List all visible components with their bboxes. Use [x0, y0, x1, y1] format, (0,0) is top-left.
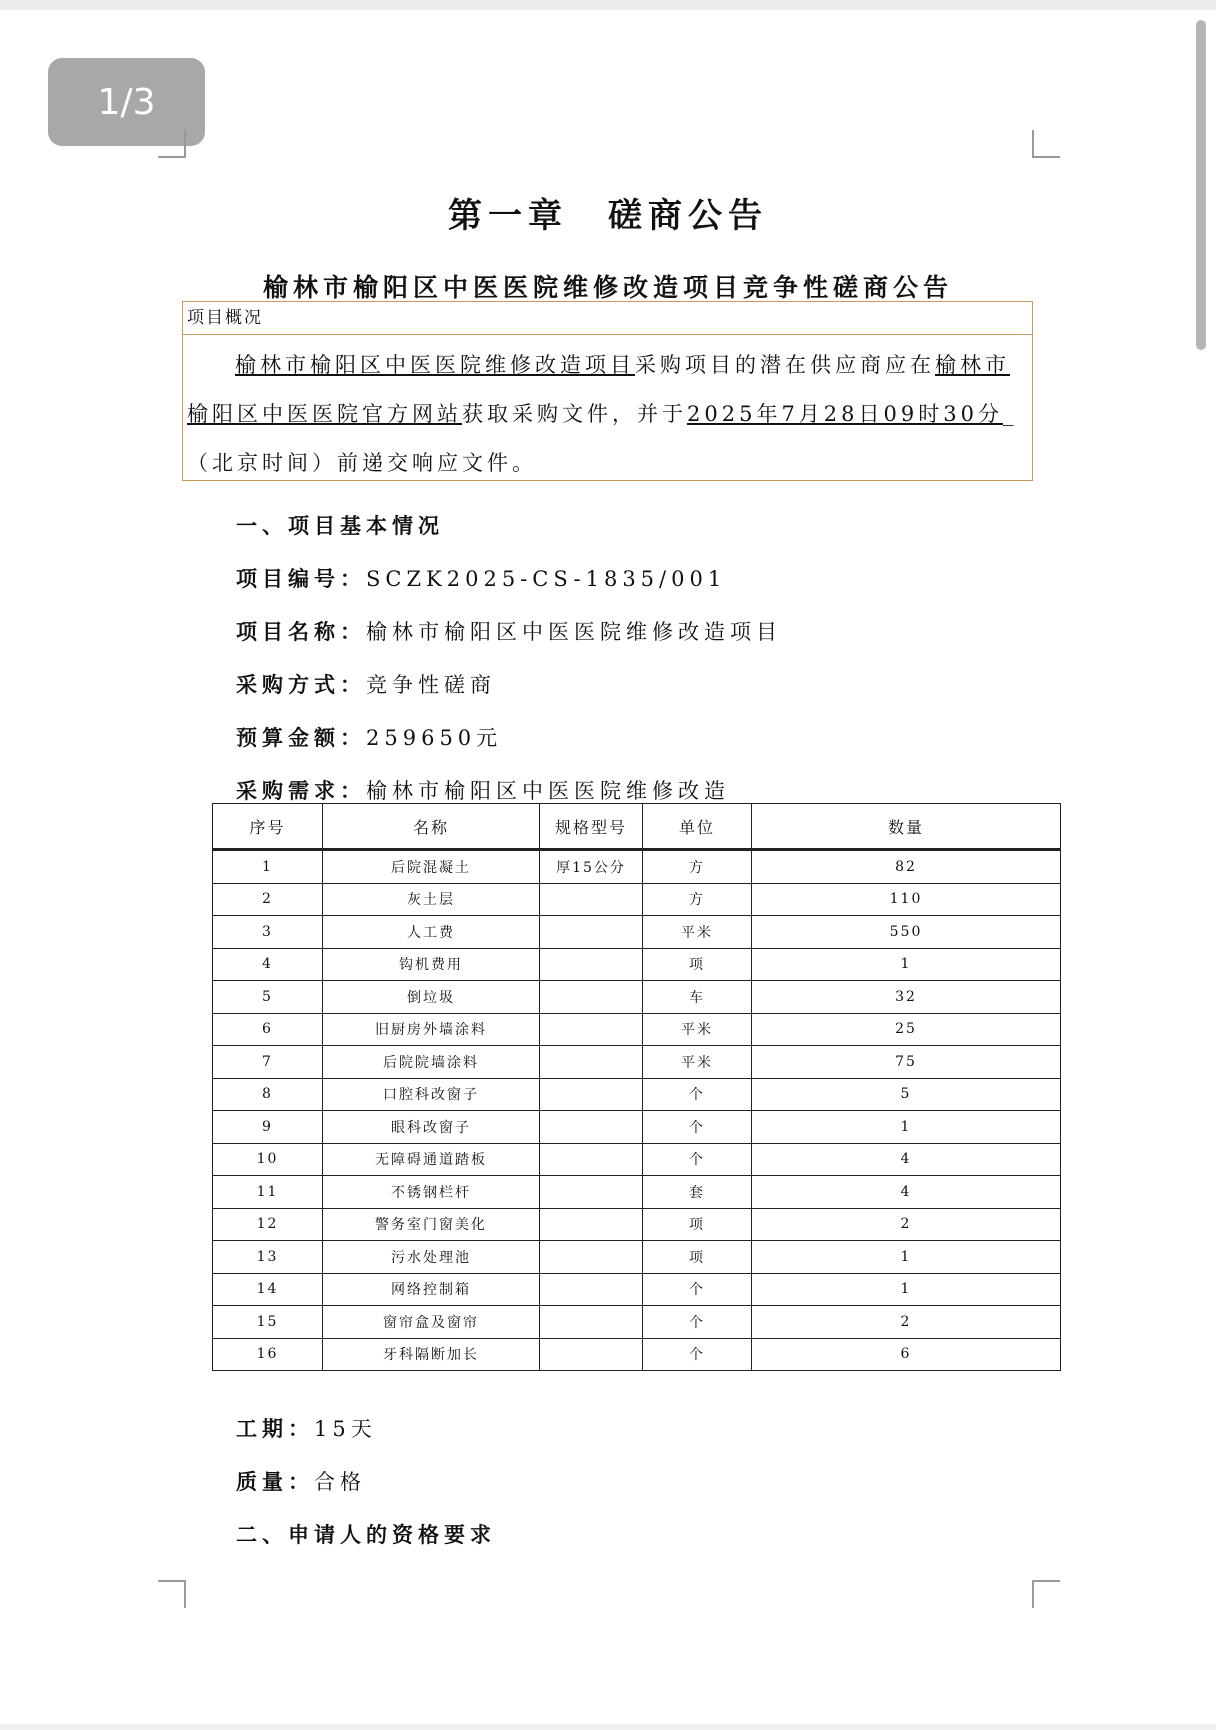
cell-spec — [540, 1078, 643, 1111]
cell-unit: 个 — [643, 1338, 752, 1371]
table-row — [213, 1176, 1061, 1209]
cell-index: 12 — [213, 1208, 323, 1241]
cell-unit: 套 — [643, 1176, 752, 1209]
cell-spec — [540, 1176, 643, 1209]
table-row — [213, 981, 1061, 1014]
field-project-number: 项目编号：SCZK2025-CS-1835/001 — [236, 566, 727, 591]
cell-unit: 平米 — [643, 1046, 752, 1079]
cell-index: 16 — [213, 1338, 323, 1371]
cell-name: 污水处理池 — [323, 1241, 540, 1274]
overview-text-2: 获取采购文件，并于 — [462, 402, 687, 426]
announcement-title: 榆林市榆阳区中医医院维修改造项目竞争性磋商公告 — [262, 273, 953, 302]
overview-header: 项目概况 — [183, 302, 1032, 335]
cell-spec — [540, 948, 643, 981]
cell-index: 13 — [213, 1241, 323, 1274]
cell-spec — [540, 916, 643, 949]
field-budget: 预算金额：259650元 — [236, 725, 503, 750]
field-project-name: 项目名称：榆林市榆阳区中医医院维修改造项目 — [236, 619, 782, 644]
cell-index: 3 — [213, 916, 323, 949]
cell-spec — [540, 1273, 643, 1306]
table-row — [213, 1338, 1061, 1371]
table-row — [213, 1241, 1061, 1274]
cell-name: 无障碍通道踏板 — [323, 1143, 540, 1176]
cell-spec: 厚15公分 — [540, 850, 643, 884]
cell-index: 15 — [213, 1306, 323, 1339]
cell-qty: 4 — [752, 1143, 1061, 1176]
cell-unit: 个 — [643, 1306, 752, 1339]
table-row — [213, 1208, 1061, 1241]
cell-spec — [540, 1143, 643, 1176]
cell-name: 后院混凝土 — [323, 850, 540, 884]
cell-index: 4 — [213, 948, 323, 981]
cell-qty: 4 — [752, 1176, 1061, 1209]
cell-name: 牙科隔断加长 — [323, 1338, 540, 1371]
table-row — [213, 1013, 1061, 1046]
cell-spec — [540, 1046, 643, 1079]
col-header-unit: 单位 — [643, 804, 752, 850]
table-row — [213, 1143, 1061, 1176]
cell-name: 钩机费用 — [323, 948, 540, 981]
cell-qty: 82 — [752, 850, 1061, 884]
cell-unit: 方 — [643, 883, 752, 916]
cell-qty: 25 — [752, 1013, 1061, 1046]
cell-name: 网络控制箱 — [323, 1273, 540, 1306]
col-header-index: 序号 — [213, 804, 323, 850]
table-row — [213, 1078, 1061, 1111]
cell-qty: 1 — [752, 1273, 1061, 1306]
crop-mark-top-left — [158, 130, 186, 158]
col-header-qty: 数量 — [752, 804, 1061, 850]
cell-name: 人工费 — [323, 916, 540, 949]
cell-name: 不锈钢栏杆 — [323, 1176, 540, 1209]
cell-unit: 个 — [643, 1273, 752, 1306]
cell-spec — [540, 1013, 643, 1046]
page-indicator: 1/3 — [48, 58, 205, 146]
crop-mark-bottom-left — [158, 1580, 186, 1608]
crop-mark-top-right — [1032, 130, 1060, 158]
cell-unit: 平米 — [643, 1013, 752, 1046]
cell-spec — [540, 1306, 643, 1339]
cell-index: 1 — [213, 850, 323, 884]
requirements-table — [212, 803, 1061, 1371]
deadline-underlined: 2025年7月28日09时30分 — [687, 402, 1003, 426]
cell-qty: 110 — [752, 883, 1061, 916]
cell-index: 11 — [213, 1176, 323, 1209]
cell-qty: 75 — [752, 1046, 1061, 1079]
cell-index: 2 — [213, 883, 323, 916]
cell-spec — [540, 1241, 643, 1274]
table-row — [213, 1273, 1061, 1306]
field-duration: 工期：15天 — [236, 1416, 377, 1441]
bottom-bar — [0, 1724, 1216, 1730]
cell-index: 14 — [213, 1273, 323, 1306]
cell-unit: 项 — [643, 948, 752, 981]
cell-unit: 方 — [643, 850, 752, 884]
table-row — [213, 883, 1061, 916]
table-row — [213, 916, 1061, 949]
cell-unit: 平米 — [643, 916, 752, 949]
cell-index: 5 — [213, 981, 323, 1014]
cell-spec — [540, 981, 643, 1014]
overview-text-3: _（北京时间）前递交响应文件。 — [187, 402, 1018, 475]
cell-qty: 5 — [752, 1078, 1061, 1111]
table-row — [213, 1111, 1061, 1144]
cell-name: 窗帘盒及窗帘 — [323, 1306, 540, 1339]
cell-name: 灰土层 — [323, 883, 540, 916]
cell-index: 10 — [213, 1143, 323, 1176]
cell-name: 警务室门窗美化 — [323, 1208, 540, 1241]
cell-index: 9 — [213, 1111, 323, 1144]
chapter-title: 第一章 磋商公告 — [448, 196, 768, 236]
table-header-row — [213, 804, 1061, 850]
cell-index: 6 — [213, 1013, 323, 1046]
section-2-heading: 二、申请人的资格要求 — [236, 1522, 496, 1547]
table-row — [213, 948, 1061, 981]
field-procurement-method: 采购方式：竞争性磋商 — [236, 672, 496, 697]
crop-mark-bottom-right — [1032, 1580, 1060, 1608]
section-1-heading: 一、项目基本情况 — [236, 513, 444, 538]
cell-name: 旧厨房外墙涂料 — [323, 1013, 540, 1046]
field-quality: 质量：合格 — [236, 1469, 366, 1494]
cell-spec — [540, 1208, 643, 1241]
table-body — [213, 850, 1061, 1371]
cell-qty: 550 — [752, 916, 1061, 949]
overview-text-1: 采购项目的潜在供应商应在 — [635, 353, 935, 377]
website-underlined: 榆林市榆阳区中医医院官方网站 — [187, 353, 1010, 426]
cell-qty: 6 — [752, 1338, 1061, 1371]
scrollbar[interactable] — [1196, 10, 1206, 1710]
project-overview-box — [182, 301, 1033, 481]
col-header-name: 名称 — [323, 804, 540, 850]
cell-qty: 2 — [752, 1306, 1061, 1339]
cell-spec — [540, 1338, 643, 1371]
table-row — [213, 850, 1061, 884]
field-requirement: 采购需求：榆林市榆阳区中医医院维修改造 — [236, 778, 730, 803]
cell-spec — [540, 1111, 643, 1144]
table-row — [213, 1046, 1061, 1079]
cell-qty: 1 — [752, 1111, 1061, 1144]
overview-body — [183, 335, 1032, 488]
cell-unit: 项 — [643, 1208, 752, 1241]
project-name-underlined: 榆林市榆阳区中医医院维修改造项目 — [235, 353, 635, 377]
cell-unit: 个 — [643, 1143, 752, 1176]
cell-qty: 2 — [752, 1208, 1061, 1241]
cell-unit: 个 — [643, 1111, 752, 1144]
cell-qty: 1 — [752, 1241, 1061, 1274]
cell-unit: 项 — [643, 1241, 752, 1274]
cell-unit: 个 — [643, 1078, 752, 1111]
cell-qty: 1 — [752, 948, 1061, 981]
cell-index: 8 — [213, 1078, 323, 1111]
cell-index: 7 — [213, 1046, 323, 1079]
cell-name: 眼科改窗子 — [323, 1111, 540, 1144]
table-row — [213, 1306, 1061, 1339]
cell-name: 口腔科改窗子 — [323, 1078, 540, 1111]
col-header-spec: 规格型号 — [540, 804, 643, 850]
cell-name: 倒垃圾 — [323, 981, 540, 1014]
top-bar — [0, 0, 1216, 10]
cell-unit: 车 — [643, 981, 752, 1014]
cell-name: 后院院墙涂料 — [323, 1046, 540, 1079]
cell-qty: 32 — [752, 981, 1061, 1014]
cell-spec — [540, 883, 643, 916]
